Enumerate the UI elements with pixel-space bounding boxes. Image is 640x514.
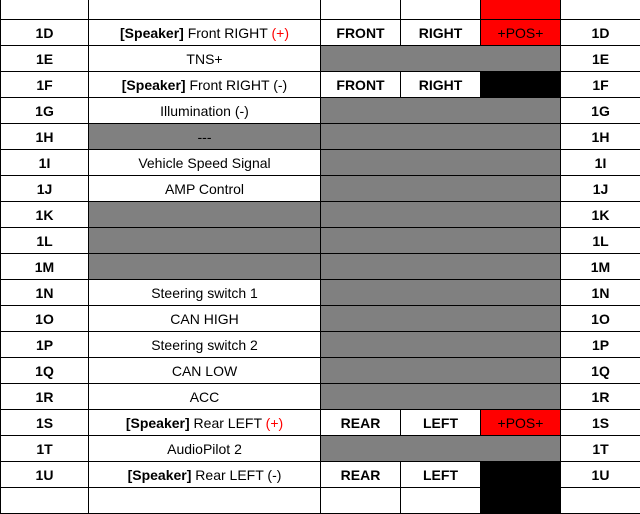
side-cell: RIGHT bbox=[401, 72, 481, 98]
function-cell bbox=[89, 0, 321, 20]
blank-cell bbox=[321, 280, 561, 306]
polarity-sign: (+) bbox=[266, 415, 284, 431]
pin-cell bbox=[1, 0, 89, 20]
table-row bbox=[1, 228, 640, 254]
pin-cell: 1O bbox=[1, 306, 89, 332]
pin-cell-right: 1P bbox=[561, 332, 640, 358]
speaker-prefix: [Speaker] bbox=[126, 415, 190, 431]
pin-cell-right: 1G bbox=[561, 98, 640, 124]
function-cell bbox=[89, 20, 321, 46]
function-cell: --- bbox=[89, 124, 321, 150]
table-row bbox=[1, 410, 640, 436]
pin-cell-right: 1E bbox=[561, 46, 640, 72]
pin-cell: 1D bbox=[1, 20, 89, 46]
pin-cell-right: 1F bbox=[561, 72, 640, 98]
speaker-prefix: [Speaker] bbox=[122, 77, 186, 93]
table-row bbox=[1, 358, 640, 384]
blank-cell bbox=[321, 150, 561, 176]
location-cell: REAR bbox=[321, 410, 401, 436]
table-row bbox=[1, 0, 640, 20]
table-row bbox=[1, 124, 640, 150]
function-cell: ACC bbox=[89, 384, 321, 410]
function-label: Rear LEFT bbox=[191, 467, 267, 483]
pin-cell: 1M bbox=[1, 254, 89, 280]
blank-cell bbox=[321, 202, 561, 228]
function-label: Front RIGHT bbox=[184, 25, 272, 41]
function-cell: Illumination (-) bbox=[89, 98, 321, 124]
function-label: Rear LEFT bbox=[190, 415, 266, 431]
pin-cell-right: 1N bbox=[561, 280, 640, 306]
pin-cell-right: 1Q bbox=[561, 358, 640, 384]
pin-cell-right: 1D bbox=[561, 20, 640, 46]
location-cell bbox=[321, 488, 401, 514]
side-cell: LEFT bbox=[401, 410, 481, 436]
pin-cell: 1H bbox=[1, 124, 89, 150]
blank-cell bbox=[321, 98, 561, 124]
blank-cell bbox=[321, 254, 561, 280]
pin-cell: 1P bbox=[1, 332, 89, 358]
polarity-cell bbox=[481, 488, 561, 514]
polarity-badge: +POS+ bbox=[481, 410, 561, 436]
polarity-sign: (+) bbox=[271, 25, 289, 41]
side-cell: LEFT bbox=[401, 462, 481, 488]
function-cell bbox=[89, 462, 321, 488]
table-row bbox=[1, 202, 640, 228]
pin-cell: 1U bbox=[1, 462, 89, 488]
function-cell bbox=[89, 72, 321, 98]
pin-cell: 1I bbox=[1, 150, 89, 176]
table-row bbox=[1, 280, 640, 306]
blank-cell bbox=[321, 124, 561, 150]
blank-cell bbox=[321, 228, 561, 254]
function-cell: CAN LOW bbox=[89, 358, 321, 384]
side-cell bbox=[401, 488, 481, 514]
polarity-badge: -NEG- bbox=[481, 462, 561, 488]
pin-cell-right: 1M bbox=[561, 254, 640, 280]
pin-cell: 1R bbox=[1, 384, 89, 410]
blank-cell bbox=[321, 332, 561, 358]
table-row bbox=[1, 72, 640, 98]
blank-cell bbox=[321, 46, 561, 72]
function-cell: CAN HIGH bbox=[89, 306, 321, 332]
function-cell bbox=[89, 202, 321, 228]
pin-cell-right bbox=[561, 488, 640, 514]
speaker-prefix: [Speaker] bbox=[128, 467, 192, 483]
polarity-badge: +POS+ bbox=[481, 20, 561, 46]
side-cell bbox=[401, 0, 481, 20]
blank-cell bbox=[321, 384, 561, 410]
function-cell bbox=[89, 410, 321, 436]
pin-cell: 1F bbox=[1, 72, 89, 98]
pin-cell-right: 1U bbox=[561, 462, 640, 488]
pin-cell: 1E bbox=[1, 46, 89, 72]
function-cell: TNS+ bbox=[89, 46, 321, 72]
location-cell: FRONT bbox=[321, 20, 401, 46]
pin-cell: 1J bbox=[1, 176, 89, 202]
pin-cell-right: 1H bbox=[561, 124, 640, 150]
side-cell: RIGHT bbox=[401, 20, 481, 46]
pin-cell-right: 1I bbox=[561, 150, 640, 176]
table-row bbox=[1, 98, 640, 124]
pin-table-body bbox=[1, 0, 640, 514]
pin-cell: 1S bbox=[1, 410, 89, 436]
table-row bbox=[1, 46, 640, 72]
pin-cell-right: 1S bbox=[561, 410, 640, 436]
table-row bbox=[1, 150, 640, 176]
polarity-cell bbox=[481, 0, 561, 20]
table-row bbox=[1, 20, 640, 46]
table-row bbox=[1, 306, 640, 332]
pin-cell: 1T bbox=[1, 436, 89, 462]
blank-cell bbox=[321, 436, 561, 462]
table-row bbox=[1, 332, 640, 358]
pin-cell-right: 1K bbox=[561, 202, 640, 228]
function-cell bbox=[89, 254, 321, 280]
pin-cell-right: 1L bbox=[561, 228, 640, 254]
blank-cell bbox=[321, 358, 561, 384]
function-cell: AudioPilot 2 bbox=[89, 436, 321, 462]
function-cell: Vehicle Speed Signal bbox=[89, 150, 321, 176]
table-row bbox=[1, 176, 640, 202]
table-row bbox=[1, 384, 640, 410]
table-row bbox=[1, 254, 640, 280]
function-cell: AMP Control bbox=[89, 176, 321, 202]
function-label: Front RIGHT bbox=[186, 77, 274, 93]
blank-cell bbox=[321, 306, 561, 332]
pin-cell: 1K bbox=[1, 202, 89, 228]
table-row bbox=[1, 436, 640, 462]
location-cell: REAR bbox=[321, 462, 401, 488]
pin-cell bbox=[1, 488, 89, 514]
pin-cell: 1N bbox=[1, 280, 89, 306]
function-cell bbox=[89, 488, 321, 514]
pin-cell-right: 1T bbox=[561, 436, 640, 462]
pin-cell-right: 1R bbox=[561, 384, 640, 410]
pin-cell: 1G bbox=[1, 98, 89, 124]
polarity-sign: (-) bbox=[273, 77, 287, 93]
blank-cell bbox=[321, 176, 561, 202]
pin-cell: 1L bbox=[1, 228, 89, 254]
location-cell: FRONT bbox=[321, 72, 401, 98]
pin-cell-right: 1J bbox=[561, 176, 640, 202]
function-cell: Steering switch 1 bbox=[89, 280, 321, 306]
function-cell: Steering switch 2 bbox=[89, 332, 321, 358]
speaker-prefix: [Speaker] bbox=[120, 25, 184, 41]
polarity-badge: -NEG- bbox=[481, 72, 561, 98]
pin-cell: 1Q bbox=[1, 358, 89, 384]
pin-cell-right: 1O bbox=[561, 306, 640, 332]
table-row bbox=[1, 488, 640, 514]
polarity-sign: (-) bbox=[267, 467, 281, 483]
table-row bbox=[1, 462, 640, 488]
function-cell bbox=[89, 228, 321, 254]
pin-cell-right bbox=[561, 0, 640, 20]
location-cell bbox=[321, 0, 401, 20]
